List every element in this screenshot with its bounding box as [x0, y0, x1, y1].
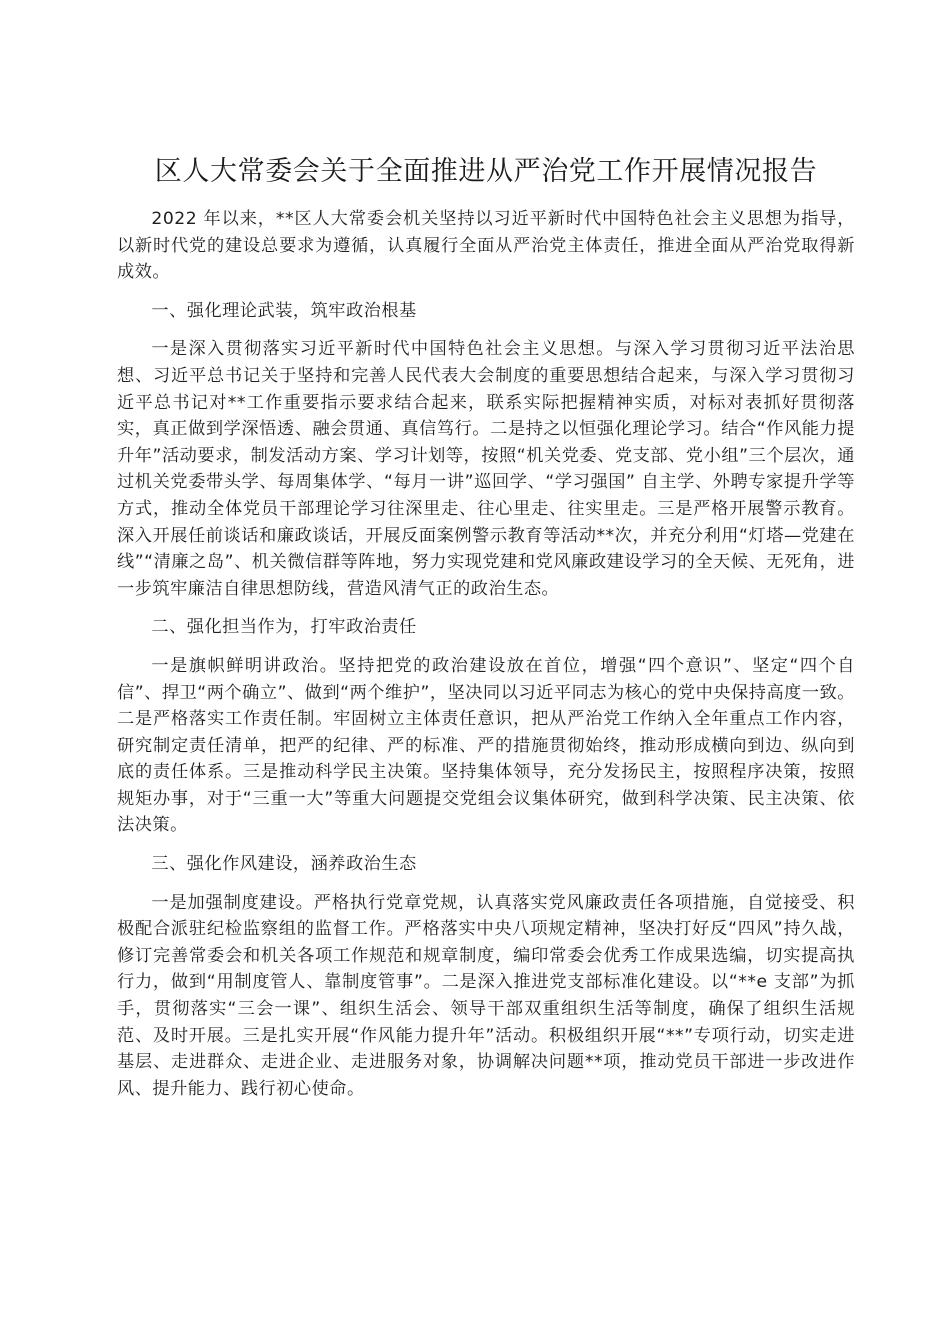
document-page	[117, 150, 855, 1102]
document-title: 区人大常委会关于全面推进从严治党工作开展情况报告	[154, 156, 818, 187]
section-heading-3: 三、强化作风建设，涵养政治生态	[151, 854, 417, 875]
section-heading-2: 二、强化担当作为，打牢政治责任	[151, 617, 417, 638]
intro-paragraph: 2022 年以来，**区人大常委会机关坚持以习近平新时代中国特色社会主义思想为指导，以新时代党的建设总要求为遵循，认真履行全面从严治党主体责任，推进全面从严治党取得新成效。	[117, 209, 855, 283]
section-body-1: 一是深入贯彻落实习近平新时代中国特色社会主义思想。与深入学习贯彻习近平法治思想、习近平总书记关于坚持和完善人民代表大会制度的重要思想结合起来，与深入学习贯彻习近平总书记对**工作重要指示要求结合起来，联系实际把握精神实质，对标对表抓好贯彻落实，真正做到学深悟透、融会贯通、真信笃行。二是持之以恒强化理论学习。结合“作风能力提升年”活动要求，制发活动方案、学习计划等，按照“机关党委、党支部、党小组”三个层次，通过机关党委带头学、每周集体学、“每月一讲”巡回学、“学习强国” 自主学、外聘专家提升学等方式，推动全体党员干部理论学习往深里走、往心里走、往实里走。三是严格开展警示教育。深入开展任前谈话和廉政谈话，开展反面案例警示教育等活动**次，并充分利用“灯塔—党建在线”“清廉之岛”、机关微信群等阵地，努力实现党建和党风廉政建设学习的全天候、无死角，进一步筑牢廉洁自律思想防线，营造风清气正的政治生态。	[117, 339, 855, 599]
section-body-2: 一是旗帜鲜明讲政治。坚持把党的政治建设放在首位，增强“四个意识”、坚定“四个自信”、捍卫“两个确立”、做到“两个维护”，坚决同以习近平同志为核心的党中央保持高度一致。二是严格落实工作责任制。牢固树立主体责任意识，把从严治党工作纳入全年重点工作内容，研究制定责任清单，把严的纪律、严的标准、严的措施贯彻始终，推动形成横向到边、纵向到底的责任体系。三是推动科学民主决策。坚持集体领导，充分发扬民主，按照程序决策，按照规矩办事，对于“三重一大”等重大问题提交党组会议集体研究，做到科学决策、民主决策、依法决策。	[117, 655, 855, 836]
section-body-3: 一是加强制度建设。严格执行党章党规，认真落实党风廉政责任各项措施，自觉接受、积极配合派驻纪检监察组的监督工作。严格落实中央八项规定精神，坚决打好反“四风”持久战，修订完善常委会和机关各项工作规范和规章制度，编印常委会优秀工作成果选编，切实提高执行力，做到“用制度管人、靠制度管事”。二是深入推进党支部标准化建设。以“**e 支部”为抓手，贯彻落实“三会一课”、组织生活会、领导干部双重组织生活等制度，确保了组织生活规范、及时开展。三是扎实开展“作风能力提升年”活动。积极组织开展“**”专项行动，切实走进基层、走进群众、走进企业、走进服务对象，协调解决问题**项，推动党员干部进一步改进作风、提升能力、践行初心使命。	[117, 892, 855, 1099]
section-heading-1: 一、强化理论武装，筑牢政治根基	[151, 300, 417, 321]
